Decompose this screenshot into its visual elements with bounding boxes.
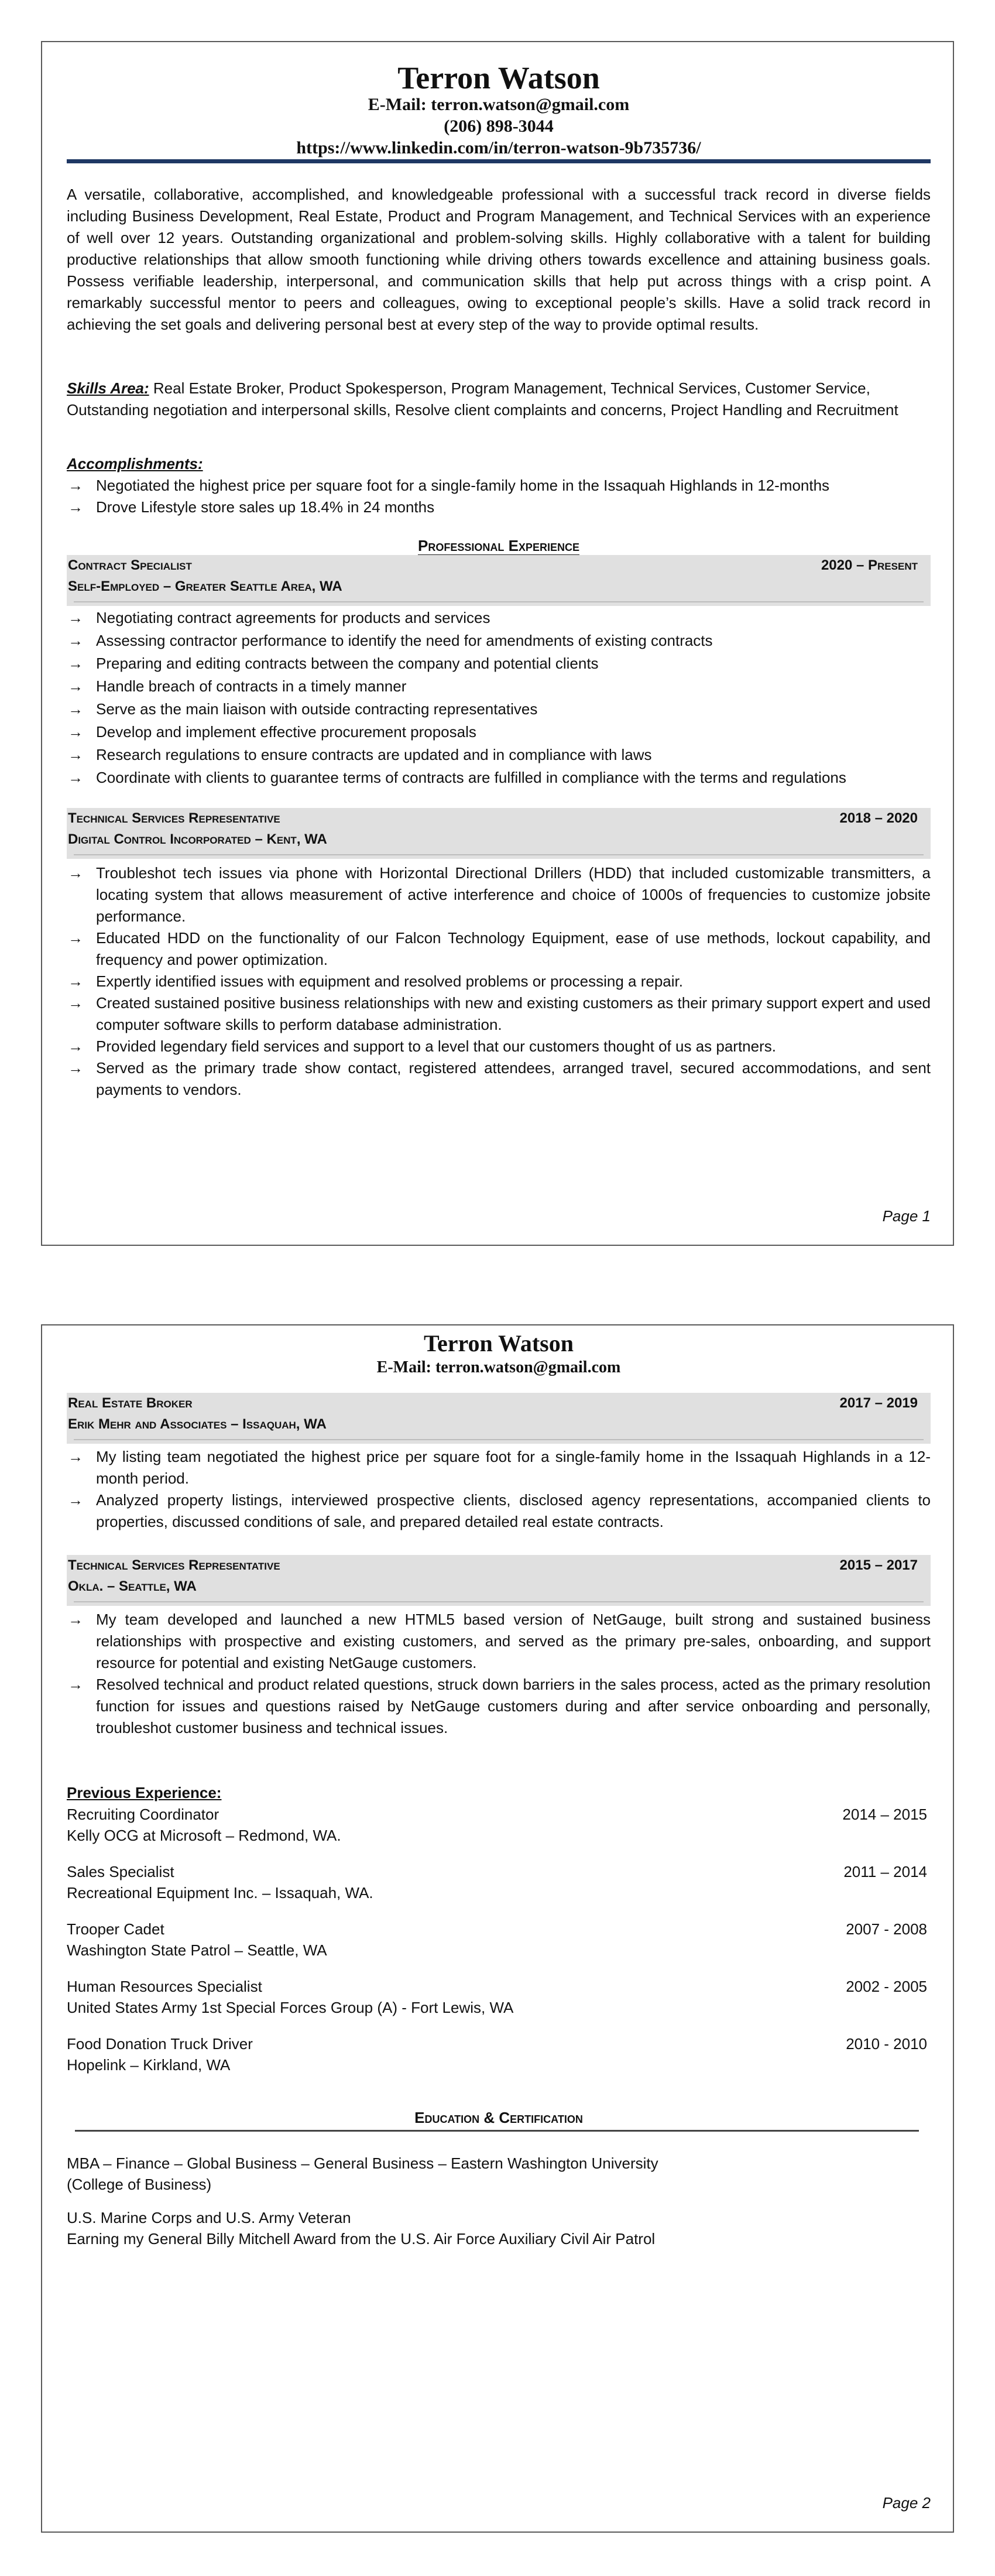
bullet-text: Negotiated the highest price per square foot for a single-family home in the Issaquah Highlands in 12-months	[96, 477, 830, 494]
job-header	[67, 808, 931, 859]
job-company: Digital Control Incorporated – Kent, WA	[68, 831, 327, 847]
job-bullet	[67, 767, 931, 789]
job-dates: 2017 – 2019	[839, 1395, 918, 1411]
bullet-text: Educated HDD on the functionality of our Falcon Technology Equipment, ease of use methods, lockout capability, and frequency and power optimization.	[96, 929, 931, 968]
accomplishment-item	[67, 475, 931, 496]
previous-job-dates: 2007 - 2008	[846, 1920, 927, 1938]
bullet-text: Develop and implement effective procurement proposals	[96, 723, 476, 741]
education-line: Earning my General Billy Mitchell Award from the U.S. Air Force Auxiliary Civil Air Patrol	[67, 2230, 656, 2248]
bullet-text: Analyzed property listings, interviewed prospective clients, disclosed agency representations, accompanied clients to properties, discussed conditions of sale, and prepared detailed real estate contracts.	[96, 1491, 931, 1530]
previous-job-row	[67, 1804, 931, 1825]
previous-job-row	[67, 2033, 931, 2054]
education-heading: Education & Certification	[414, 2109, 583, 2126]
job-bullet	[67, 698, 931, 720]
previous-job-entry	[67, 1919, 931, 1961]
arrow-bullet-icon: →	[68, 994, 83, 1012]
job-bullet	[67, 971, 931, 992]
arrow-bullet-icon: →	[68, 746, 83, 763]
candidate-name: Terron Watson	[397, 60, 600, 95]
arrow-bullet-icon: →	[68, 1491, 83, 1509]
previous-job-entry	[67, 1804, 931, 1846]
job-bullet	[67, 1036, 931, 1057]
previous-job-title: Food Donation Truck Driver	[67, 2035, 253, 2053]
bullet-text: Created sustained positive business relationships with new and existing customers as their primary support expert and used computer software skills to perform database administration.	[96, 994, 931, 1033]
bullet-text: My team developed and launched a new HTML5 based version of NetGauge, built strong and sustained business relationships with prospective and existing customers, and served as the primary pre-sales, onboarding, and support resource for potential and existing NetGauge customers.	[96, 1611, 931, 1671]
resume-page-2	[41, 1324, 954, 2533]
bullet-text: Research regulations to ensure contracts are updated and in compliance with laws	[96, 746, 652, 763]
education-item	[67, 2153, 931, 2195]
previous-job-dates: 2014 – 2015	[842, 1806, 927, 1823]
arrow-bullet-icon: →	[68, 632, 83, 649]
skills-area	[67, 378, 931, 421]
bullet-text: Negotiating contract agreements for products and services	[96, 609, 490, 626]
job-header-divider	[74, 854, 924, 855]
bullet-text: Served as the primary trade show contact, registered attendees, arranged travel, secured accommodations, and sent payments to vendors.	[96, 1059, 931, 1098]
arrow-bullet-icon: →	[68, 769, 83, 786]
job-company: Erik Mehr and Associates – Issaquah, WA	[68, 1416, 327, 1432]
job-company-row	[67, 829, 931, 850]
previous-experience	[67, 1782, 931, 2091]
arrow-bullet-icon: →	[68, 864, 83, 882]
summary: A versatile, collaborative, accomplished, and knowledgeable professional with a successful track record in diverse fields including Business Development, Real Estate, Product and Program Management, and Technical Services with an experience of well over 12 years. Outstanding organizational and problem-solving skills. Highly collaborative with a talent for building productive relationships that allow smooth functioning while driving others towards excellence and attaining business goals. Possess verifiable leadership, interpersonal, and communication skills that help put across things with a crisp point. A remarkably successful mentor to peers and colleagues, owing to exceptional people’s skills. Have a solid track record in achieving the set goals and delivering personal best at every step of the way to provide optimal results.	[67, 186, 931, 333]
bullet-text: My listing team negotiated the highest price per square foot for a single-family home in the Issaquah Highlands in a 12-month period.	[96, 1448, 931, 1487]
bullet-list	[67, 1446, 931, 1533]
job-company: Self-Employed – Greater Seattle Area, WA	[68, 578, 342, 594]
job-company: Okla. – Seattle, WA	[68, 1578, 197, 1594]
job-dates: 2020 – Present	[821, 557, 918, 573]
job-company-row	[67, 576, 931, 597]
arrow-bullet-icon: →	[68, 1448, 83, 1465]
bullet-text: Serve as the main liaison with outside contracting representatives	[96, 700, 538, 718]
job-title-row	[67, 555, 931, 576]
job-header	[67, 555, 931, 606]
job-bullet	[67, 653, 931, 674]
arrow-bullet-icon: →	[68, 498, 83, 516]
bullet-list	[67, 862, 931, 1101]
job-bullet	[67, 992, 931, 1036]
job-bullet	[67, 927, 931, 971]
email: E-Mail: terron.watson@gmail.com	[368, 95, 630, 114]
previous-job-dates: 2002 - 2005	[846, 1978, 927, 1995]
previous-job-entry	[67, 2033, 931, 2075]
professional-experience-heading: Professional Experience	[67, 535, 931, 556]
job-bullet	[67, 1609, 931, 1674]
previous-job-title: Recruiting Coordinator	[67, 1806, 219, 1823]
job-dates: 2018 – 2020	[839, 810, 918, 826]
arrow-bullet-icon: →	[68, 723, 83, 741]
arrow-bullet-icon: →	[68, 1059, 83, 1077]
job-bullet	[67, 1446, 931, 1489]
arrow-bullet-icon: →	[68, 1676, 83, 1693]
arrow-bullet-icon: →	[68, 972, 83, 990]
arrow-bullet-icon: →	[68, 477, 83, 494]
linkedin-url: https://www.linkedin.com/in/terron-watson-9b735736/	[296, 138, 701, 157]
arrow-bullet-icon: →	[68, 1037, 83, 1055]
education-line: MBA – Finance – Global Business – General Business – Eastern Washington University	[67, 2154, 658, 2172]
job-bullet	[67, 1674, 931, 1739]
previous-job-row	[67, 1861, 931, 1882]
job-title-row	[67, 808, 931, 829]
bullet-text: Coordinate with clients to guarantee terms of contracts are fulfilled in compliance with the terms and regulations	[96, 769, 846, 786]
previous-job-org: Hopelink – Kirkland, WA	[67, 2056, 231, 2074]
previous-job-dates: 2011 – 2014	[843, 1863, 927, 1880]
previous-job-title: Sales Specialist	[67, 1863, 174, 1880]
job-bullet	[67, 721, 931, 743]
bullet-list	[67, 607, 931, 790]
arrow-bullet-icon: →	[68, 1611, 83, 1628]
bullet-text: Handle breach of contracts in a timely manner	[96, 677, 407, 695]
education-line: (College of Business)	[67, 2176, 212, 2193]
job-header-divider	[74, 1439, 924, 1440]
job-bullet	[67, 630, 931, 652]
previous-job-org: Recreational Equipment Inc. – Issaquah, WA.	[67, 1884, 373, 1902]
previous-job-title: Trooper Cadet	[67, 1920, 164, 1938]
education-divider	[75, 2130, 919, 2132]
job-bullet	[67, 676, 931, 697]
education-item	[67, 2207, 931, 2249]
bullet-list	[67, 1609, 931, 1739]
bullet-text: Resolved technical and product related questions, struck down barriers in the sales process, acted as the primary resolution function for issues and questions raised by NetGauge customers during and after service onboarding and personally, troubleshot customer business and technical issues.	[96, 1676, 931, 1736]
page-number: Page 1	[882, 1207, 931, 1225]
resume-header	[67, 1330, 931, 1378]
job-title: Technical Services Representative	[68, 1557, 280, 1573]
job-title-row	[67, 1555, 931, 1576]
job-title-row	[67, 1393, 931, 1414]
previous-job-org: United States Army 1st Special Forces Group (A) - Fort Lewis, WA	[67, 1999, 514, 2016]
accomplishments	[67, 453, 931, 518]
job-header-divider	[74, 601, 924, 602]
accomplishments-label: Accomplishments:	[67, 455, 203, 472]
bullet-list	[67, 475, 931, 518]
job-header	[67, 1393, 931, 1444]
bullet-text: Expertly identified issues with equipment and resolved problems or processing a repair.	[96, 972, 683, 990]
arrow-bullet-icon: →	[68, 655, 83, 672]
job-title: Real Estate Broker	[68, 1395, 193, 1411]
resume-page-1	[41, 41, 954, 1246]
arrow-bullet-icon: →	[68, 677, 83, 695]
previous-experience-label: Previous Experience:	[67, 1784, 222, 1801]
job-title: Contract Specialist	[68, 557, 192, 573]
skills-label: Skills Area:	[67, 379, 149, 397]
bullet-text: Provided legendary field services and support to a level that our customers thought of us as partners.	[96, 1037, 776, 1055]
arrow-bullet-icon: →	[68, 929, 83, 947]
email: E-Mail: terron.watson@gmail.com	[376, 1358, 621, 1376]
previous-job-row	[67, 1919, 931, 1940]
accomplishment-item	[67, 496, 931, 518]
previous-job-row	[67, 1976, 931, 1997]
bullet-text: Troubleshot tech issues via phone with Horizontal Directional Drillers (HDD) that included customizable transmitters, a locating system that allows measurement of active interference and choice of 1000s of frequencies to customize jobsite performance.	[96, 864, 931, 925]
previous-job-org: Washington State Patrol – Seattle, WA	[67, 1941, 327, 1959]
bullet-text: Assessing contractor performance to identify the need for amendments of existing contracts	[96, 632, 713, 649]
previous-job-entry	[67, 1861, 931, 1903]
job-bullet	[67, 1057, 931, 1101]
job-company-row	[67, 1414, 931, 1435]
skills-text: Real Estate Broker, Product Spokesperson, Program Management, Technical Services, Customer Service, Outstanding negotiation and interpersonal skills, Resolve client complaints and concerns, Project Handling and Recruitment	[67, 379, 898, 419]
phone: (206) 898-3044	[444, 117, 554, 136]
page-number: Page 2	[882, 2494, 931, 2512]
job-header	[67, 1555, 931, 1606]
job-bullet	[67, 862, 931, 927]
previous-job-title: Human Resources Specialist	[67, 1978, 262, 1995]
job-bullet	[67, 1489, 931, 1533]
arrow-bullet-icon: →	[68, 609, 83, 626]
job-header-divider	[74, 1601, 924, 1602]
arrow-bullet-icon: →	[68, 700, 83, 718]
previous-job-dates: 2010 - 2010	[846, 2035, 927, 2053]
job-dates: 2015 – 2017	[839, 1557, 918, 1573]
education-line: U.S. Marine Corps and U.S. Army Veteran	[67, 2209, 351, 2226]
header-divider	[67, 159, 931, 163]
job-company-row	[67, 1576, 931, 1597]
previous-job-org: Kelly OCG at Microsoft – Redmond, WA.	[67, 1827, 341, 1844]
resume-header	[67, 62, 931, 159]
job-bullet	[67, 744, 931, 766]
previous-job-entry	[67, 1976, 931, 2018]
bullet-text: Preparing and editing contracts between the company and potential clients	[96, 655, 599, 672]
bullet-text: Drove Lifestyle store sales up 18.4% in 24 months	[96, 498, 435, 516]
job-title: Technical Services Representative	[68, 810, 280, 826]
candidate-name: Terron Watson	[424, 1330, 574, 1356]
job-bullet	[67, 607, 931, 629]
